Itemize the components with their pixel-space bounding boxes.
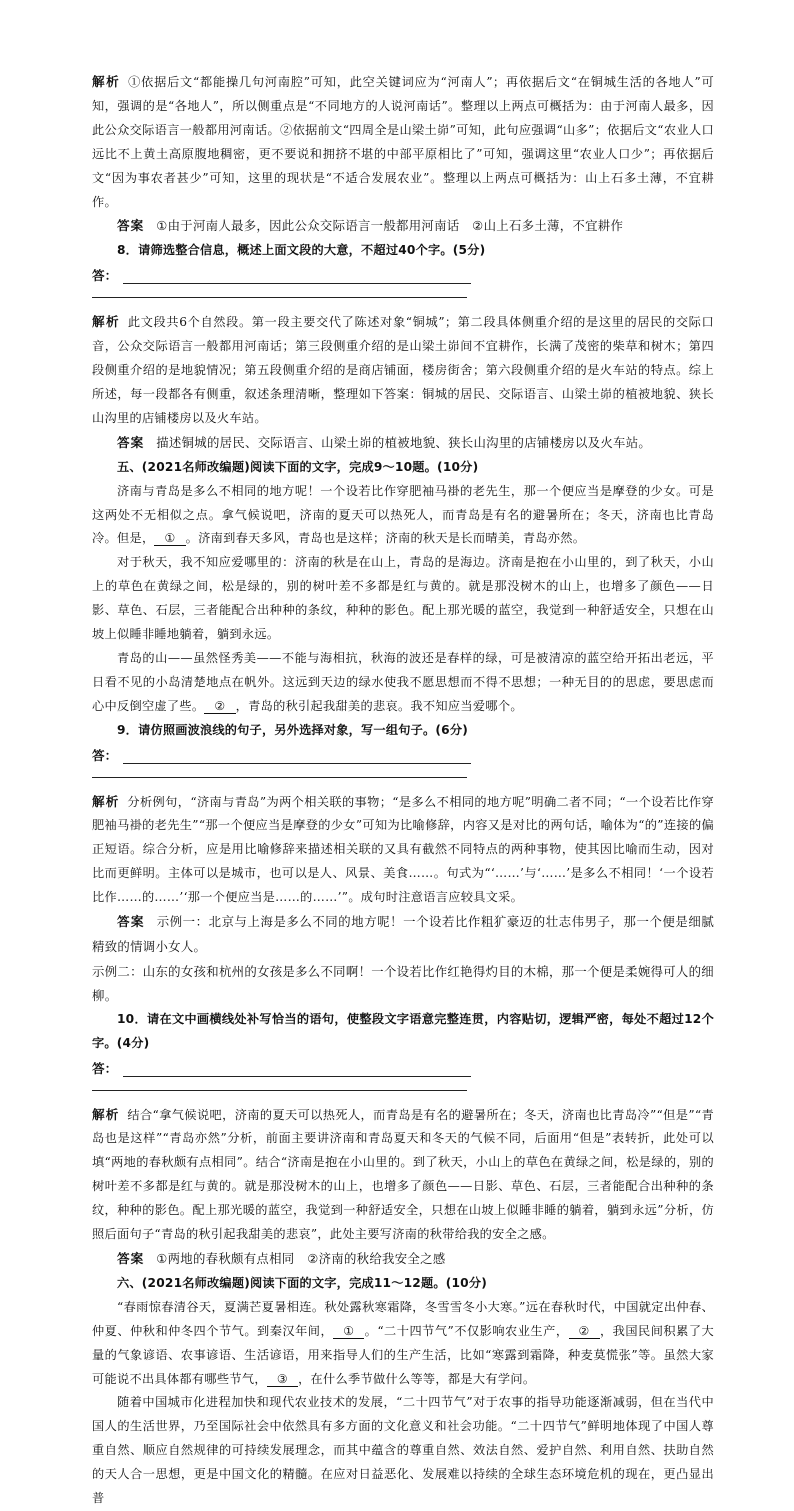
q9-answer-2: 示例二：山东的女孩和杭州的女孩是多么不同啊！一个设若比作红艳得灼目的木棉，那一个便是柔婉得可人的细柳。 — [92, 963, 714, 1003]
q9-answer: 答案 示例一：北京与上海是多么不同的地方呢！一个设若比作粗犷豪迈的壮志伟男子，那一个便是细腻精致的情调小女人。 — [92, 914, 715, 954]
section-6-title: 六、(2021名师改编题)阅读下面的文字，完成11～12题。(10分) — [117, 1275, 488, 1290]
answer-prompt: 答： — [92, 1060, 118, 1076]
analysis-label: 解析 — [92, 1106, 120, 1122]
blank-2[interactable]: ② — [569, 1324, 600, 1339]
section-5-paragraph-2: 对于秋天，我不知应爱哪里的：济南的秋是在山上，青岛的是海边。济南是抱在小山里的，到了秋天，小山上的草色在黄绿之间，松是绿的，别的树叶差不多都是红与黄的。就是那没树木的山上，也增多了颜色——日影、草色、石层，三者能配合出种种的条纹，种种的影色。配上那光暖的蓝空，我觉到一种舒适安全，只想在山坡上似睡非睡地躺着，躺到永远。 — [92, 555, 714, 642]
blank-3[interactable]: ③ — [267, 1372, 298, 1387]
answer-label: 答案 — [117, 914, 145, 930]
section-6-paragraph-1: “春雨惊春清谷天，夏满芒夏暑相连。秋处露秋寒霜降，冬雪雪冬小大寒。”远在春秋时代，中国就定出仲春、仲夏、仲秋和仲冬四个节气。到秦汉年间， ① 。“二十四节气”不仅影响农业生产， ② ，我国民间积累了大量的气象谚语、农事谚语、生活谚语，用来指导人们的生产生活，比如“寒露到霜降，种麦莫慌张”等。虽然大家可能说不出具体都有哪些节气， ③ ，在什么季节做什么等等，都是大有学问。 — [92, 1299, 714, 1386]
blank-1[interactable]: ① — [154, 531, 185, 546]
q7-analysis: 解析 ①依据后文“都能操几句河南腔”可知，此空关键词应为“河南人”；再依据后文“在铜城生活的各地人”可知，强调的是“各地人”，所以侧重点是“不同地方的人说河南话”。整理以上两点可概括为：由于河南人最多，因此公众交际语言一般都用河南话。②依据前文“四周全是山梁土峁”可知，此句应强调“山多”；依据后文“农业人口远比不上黄土高原腹地稠密，更不要说和拥挤不堪的中部平原相比了”可知，强调这里“农业人口少”；再依据后文“因为事农者甚少”可知，这里的现状是“不适合发展农业”。整理以上两点可概括为：山上石多土薄，不宜耕作。 — [92, 74, 714, 209]
blank-1[interactable]: ① — [333, 1324, 364, 1339]
answer-prompt: 答： — [92, 747, 118, 763]
q9-analysis: 解析 分析例句，“济南与青岛”为两个相关联的事物；“是多么不相同的地方呢”明确二者不同；“一个设若比作穿肥袖马褂的老先生”“那一个便应当是摩登的少女”可知为比喻修辞，内容又是对比的两句话，喻体为“的”连接的偏正短语。综合分析，应是用比喻修辞来描述相关联的又具有截然不同特点的两种事物，使其因比喻而生动，因对比而更鲜明。主体可以是城市，也可以是人、风景、美食……。句式为“‘……’与‘……’是多么不相同！‘一个设若比作……的……’‘那一个便应当是……的……’”。成句时注意语言应较具文采。 — [92, 793, 714, 905]
section-6-paragraph-2: 随着中国城市化进程加快和现代农业技术的发展，“二十四节气”对于农事的指导功能逐渐减弱，但在当代中国人的生活世界，乃至国际社会中依然具有多方面的文化意义和社会功能。“二十四节气”鲜明地体现了中国人尊重自然、顺应自然规律的可持续发展理念，而其中蕴含的尊重自然、效法自然、爱护自然、利用自然、扶助自然的天人合一思想，更是中国文化的精髓。在应对日益恶化、发展难以持续的全球生态环境危机的现在，更凸显出普 — [92, 1395, 714, 1506]
answer-label: 答案 — [117, 434, 145, 450]
q10-answer: 答案 ①两地的春秋颇有点相同 ②济南的秋给我安全之感 — [117, 1250, 446, 1266]
q10-analysis: 解析 结合“拿气候说吧，济南的夏天可以热死人，而青岛是有名的避暑所在；冬天，济南也比青岛冷”“但是”“青岛也是这样”“青岛亦然”分析，前面主要讲济南和青岛夏天和冬天的气候不同，后面用“但是”表转折，此处可以填“两地的春秋颇有点相同”。结合“济南是抱在小山里的。到了秋天，小山上的草色在黄绿之间，松是绿的，别的树叶差不多都是红与黄的。就是那没树木的山上，也增多了颜色——日影、草色、石层，三者能配合出种种的条纹，种种的影色。配上那光暖的蓝空，我觉到一种舒适安全，只想在山坡上似睡非睡的躺着，躺到永远”分析，仿照后面句子“青岛的秋引起我甜美的悲哀”，此处主要写济南的秋带给我的安全之感。 — [92, 1106, 714, 1242]
section-5-title: 五、(2021名师改编题)阅读下面的文字，完成9～10题。(10分) — [117, 459, 479, 474]
question-10: 10．请在文中画横线处补写恰当的语句，使整段文字语意完整连贯，内容贴切，逻辑严密，每处不超过12个字。(4分) — [92, 1011, 714, 1050]
answer-line-9[interactable] — [92, 745, 714, 764]
analysis-label: 解析 — [92, 74, 121, 89]
answer-prompt: 答： — [92, 268, 118, 284]
question-9: 9．请仿照画波浪线的句子，另外选择对象，写一组句子。(6分) — [117, 722, 468, 737]
q7-answer: 答案 ①由于河南人最多，因此公众交际语言一般都用河南话 ②山上石多土薄，不宜耕作 — [117, 218, 624, 234]
answer-line-8b[interactable] — [92, 296, 467, 298]
answer-line-10[interactable] — [92, 1058, 714, 1077]
analysis-label: 解析 — [92, 314, 120, 330]
answer-line-10b[interactable] — [92, 1089, 467, 1091]
section-5-paragraph-3: 青岛的山——虽然怪秀美——不能与海相抗，秋海的波还是春样的绿，可是被清凉的蓝空给开拓出老远，平日看不见的小岛清楚地点在帆外。这远到天边的绿水使我不愿思想而不得不思想；一种无目的的思虑，要思虑而心中反倒空虚了些。 ② ，青岛的秋引起我甜美的悲哀。我不知应当爱哪个。 — [92, 650, 714, 713]
answer-label: 答案 — [117, 1250, 145, 1266]
answer-line-9b[interactable] — [92, 776, 467, 778]
q8-answer: 答案 描述铜城的居民、交际语言、山梁土峁的植被地貌、狭长山沟里的店铺楼房以及火车站。 — [117, 434, 652, 450]
analysis-label: 解析 — [92, 793, 120, 809]
blank-2[interactable]: ② — [204, 699, 235, 714]
question-8: 8．请筛选整合信息，概述上面文段的大意，不超过40个字。(5分) — [117, 243, 486, 258]
section-5-paragraph-1: 济南与青岛是多么不相同的地方呢！一个设若比作穿肥袖马褂的老先生，那一个便应当是摩登的少女。可是这两处不无相似之点。拿气候说吧，济南的夏天可以热死人，而青岛是有名的避暑所在；冬天，济南也比青岛冷。但是， ① 。济南到春天多风，青岛也是这样；济南的秋天是长而晴美，青岛亦然。 — [92, 483, 714, 546]
q8-analysis: 解析 此文段共6个自然段。第一段主要交代了陈述对象“铜城”；第二段具体侧重介绍的是这里的居民的交际口音，公众交际语言一般都用河南话；第三段侧重介绍的是山梁土峁间不宜耕作，长满了茂密的柴草和树木；第四段侧重介绍的是地貌情况；第五段侧重介绍的是商店铺面，楼房街舍；第六段侧重介绍的是火车站的特点。综上所述，每一段都各有侧重，叙述条理清晰，整理如下答案：铜城的居民、交际语言、山梁土峁的植被地貌、狭长山沟里的店铺楼房以及火车站。 — [92, 314, 714, 425]
answer-line-8[interactable] — [92, 265, 714, 284]
answer-label: 答案 — [117, 218, 145, 234]
document-page — [92, 70, 714, 1511]
